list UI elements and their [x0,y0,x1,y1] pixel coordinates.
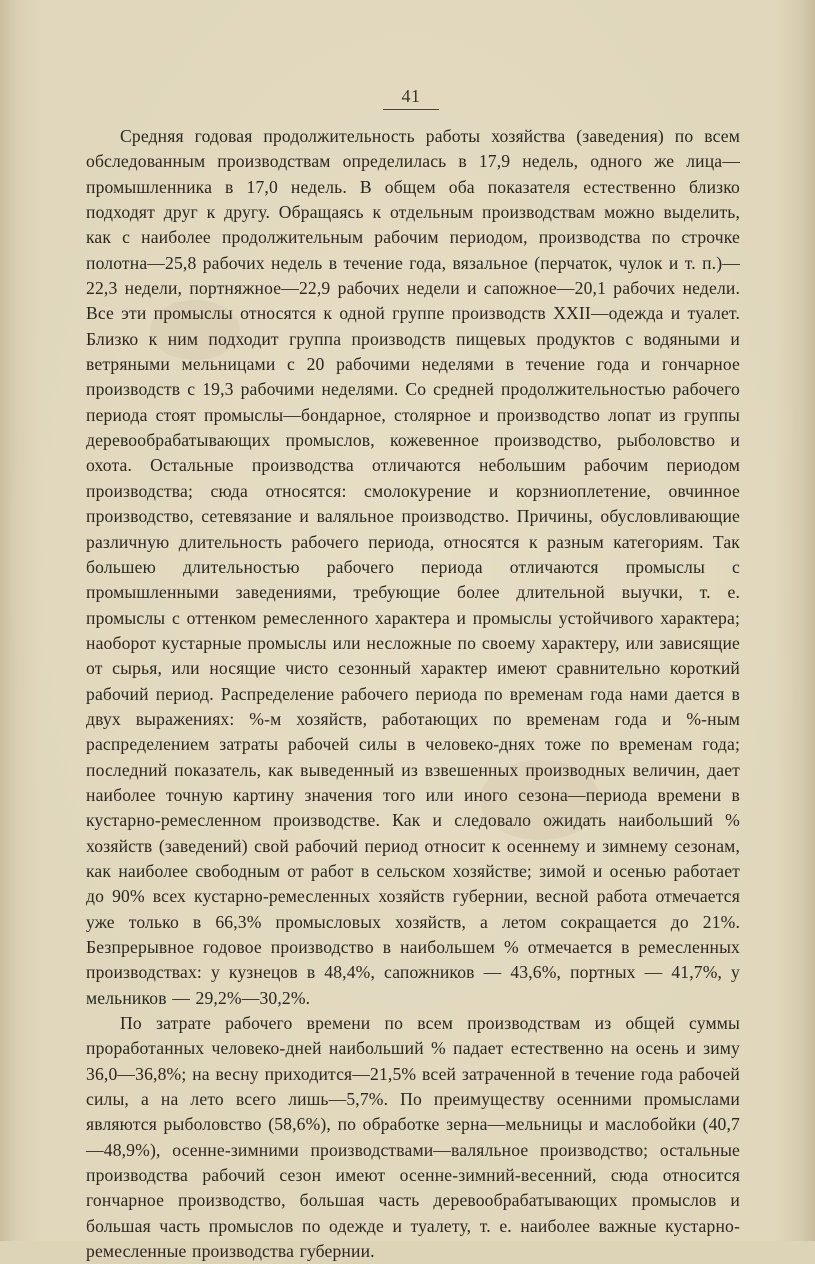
page-number: 41 [401,86,421,106]
paragraph: Средняя годовая продолжительность работы хозяйства (заведения) по всем обследованным производствам определилась в 17,9 недель, одного же лица—промышленника в 17,0 недель. В общем оба показателя естественно близко подходят друг к другу. Обращаясь к отдельным производствам можно выделить, как с наиболее продолжительным рабочим периодом, производства по строчке полотна—25,8 рабочих недель в течение года, вязальное (перчаток, чулок и т. п.)—22,3 недели, портняжное—22,9 рабочих недели и сапожное—20,1 рабочих недели. Все эти промыслы относятся к одной группе производств XXII—одежда и туалет. Близко к ним подходит группа производств пищевых продуктов с водяными и ветряными мельницами с 20 рабочими неделями в течение года и гончарное производств с 19,3 рабочими неделями. Со средней продолжительностью рабочего периода стоят промыслы—бондарное, столярное и производство лопат из группы деревообрабатывающих промыслов, кожевенное производство, рыболовство и охота. Остальные производства отличаются небольшим рабочим периодом производства; сюда относятся: смолокурение и корзниоплетение, овчинное производство, сетевязание и валяльное производство. Причины, обусловливающие различную длительность рабочего периода, относятся к разным категориям. Так большею длительностью рабочего периода отличаются промыслы с промышленными заведениями, требующие более длительной выучки, т. е. промыслы с оттенком ремесленного характера и промыслы устойчивого характера; наоборот кустарные промыслы или несложные по своему характеру, или зависящие от сырья, или носящие чисто сезонный характер имеют сравнительно короткий рабочий период. Распределение рабочего периода по временам года нами дается в двух выражениях: %-м хозяйств, работающих по временам года и %-ным распределением затраты рабочей силы в человеко-днях тоже по временам года; последний показатель, как выведенный из взвешенных производных величин, дает наиболее точную картину значения того или иного сезона—периода времени в кустарно-ремесленном производстве. Как и следовало ожидать наибольший % хозяйств (заведений) свой рабочий период относит к осеннему и зимнему сезонам, как наиболее свободным от работ в сельском хозяйстве; зимой и осенью работает до 90% всех кустарно-ремесленных хозяйств губернии, весной работа отмечается уже только в 66,3% промысловых хозяйств, а летом сокращается до 21%. Безпрерывное годовое производство в наибольшем % отмечается в ремесленных производствах: у кузнецов в 48,4%, сапожников — 43,6%, портных — 41,7%, у мельников — 29,2%—30,2%. [86,126,740,1008]
page-number-underline [383,109,439,110]
body-text [86,124,740,1264]
paragraph: По затрате рабочего времени по всем производствам из общей суммы проработанных человеко-дней наибольший % падает естественно на осень и зиму 36,0—36,8%; на весну приходится—21,5% всей затраченной в течение года рабочей силы, а на лето всего лишь—5,7%. По преимуществу осенними промыслами являются рыболовство (58,6%), по обработке зерна—мельницы и маслобойки (40,7—48,9%), осенне-зимними производствами—валяльное производство; остальные производства рабочий сезон имеют осенне-зимний-весенний, сюда относится гончарное производство, большая часть деревообрабатывающих промыслов и большая часть промыслов по одежде и туалету, т. е. наиболее важные кустарно-ремесленные производства губернии. [86,1013,740,1262]
